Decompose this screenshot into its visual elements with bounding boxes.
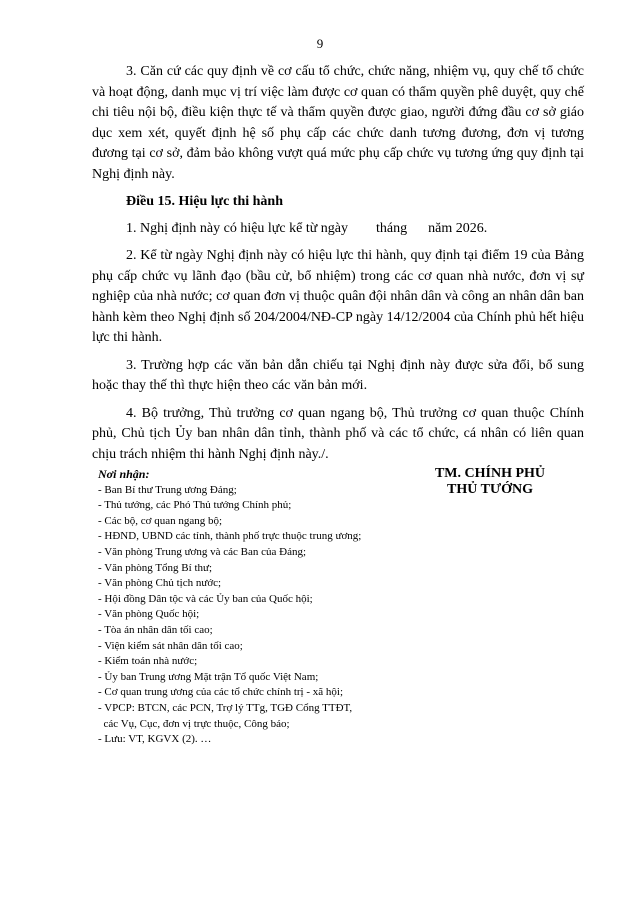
recipient-item: - Ban Bí thư Trung ương Đảng; [98,483,237,496]
recipient-item: - Kiểm toán nhà nước; [98,655,198,668]
page-number: 9 [316,36,324,51]
recipient-item: - Ủy ban Trung ương Mặt trận Tổ quốc Việt Nam; [98,670,319,683]
recipient-item: - Lưu: VT, KGVX (2). … [98,733,212,746]
clause-1: 1. Nghị định này có hiệu lực kể từ ngày tháng năm 2026. [126,220,488,236]
signature-block [410,466,570,498]
recipient-item: - Văn phòng Tổng Bí thư; [98,561,213,574]
recipient-item: - HĐND, UBND các tỉnh, thành phố trực thuộc trung ương; [98,530,362,543]
recipient-item: - Tòa án nhân dân tối cao; [98,623,213,636]
signature-org: TM. CHÍNH PHỦ [434,466,546,481]
recipient-item: - Các bộ, cơ quan ngang bộ; [98,514,223,527]
recipient-item: - Cơ quan trung ương của các tổ chức chính trị - xã hội; [98,686,344,699]
recipient-item: - Hội đồng Dân tộc và các Ủy ban của Quốc hội; [98,592,313,605]
recipient-item: - VPCP: BTCN, các PCN, Trợ lý TTg, TGĐ Cổng TTĐT, [98,701,353,714]
clause-3-before: 3. Căn cứ các quy định về cơ cấu tổ chức, chức năng, nhiệm vụ, quy chế tổ chức và hoạt động, danh mục vị trí việc làm được cơ quan có thẩm quyền phê duyệt, quy chế chi tiêu nội bộ, điều kiện thực tế và thẩm quyền được giao, người đứng đầu cơ sở giáo dục xem xét, quyết định hệ số phụ cấp các chức danh tương đương, đơn vị tương đương tại cơ sở, đảm bảo không vượt quá mức phụ cấp chức vụ tương ứng quy định tại Nghị định này. [92,64,584,182]
signature-title: THỦ TƯỚNG [447,482,533,497]
article-15-heading: Điều 15. Hiệu lực thi hành [126,194,283,209]
clause-2: 2. Kể từ ngày Nghị định này có hiệu lực thi hành, quy định tại điểm 19 của Bảng phụ cấp chức vụ lãnh đạo (bầu cử, bổ nhiệm) trong các cơ quan nhà nước, đơn vị sự nghiệp của nhà nước; cơ quan đơn vị thuộc quân đội nhân dân và công an nhân dân ban hành kèm theo Nghị định số 204/2004/NĐ-CP ngày 14/12/2004 của Chính phủ hết hiệu lực thi hành. [92,248,584,345]
recipient-item: - Viện kiểm sát nhân dân tối cao; [98,639,243,652]
recipients-block [98,467,408,748]
recipient-item: - Văn phòng Chủ tịch nước; [98,577,222,590]
clause-4: 4. Bộ trưởng, Thủ trưởng cơ quan ngang bộ, Thủ trưởng cơ quan thuộc Chính phủ, Chủ tịch Ủy ban nhân dân tỉnh, thành phố và các tổ chức, cá nhân có liên quan chịu trách nhiệm thi hành Nghị định này./. [92,405,584,462]
clause-3: 3. Trường hợp các văn bản dẫn chiếu tại Nghị định này được sửa đổi, bổ sung hoặc thay thế thì thực hiện theo các văn bản mới. [92,357,584,393]
recipient-item: - Văn phòng Trung ương và các Ban của Đảng; [98,545,307,558]
recipients-list [98,483,408,748]
recipient-item: - Thủ tướng, các Phó Thủ tướng Chính phủ; [98,499,292,512]
recipient-item: các Vụ, Cục, đơn vị trực thuộc, Công báo; [98,717,290,730]
decree-body [92,62,584,472]
recipient-item: - Văn phòng Quốc hội; [98,608,200,621]
recipients-title: Nơi nhận: [98,467,150,481]
